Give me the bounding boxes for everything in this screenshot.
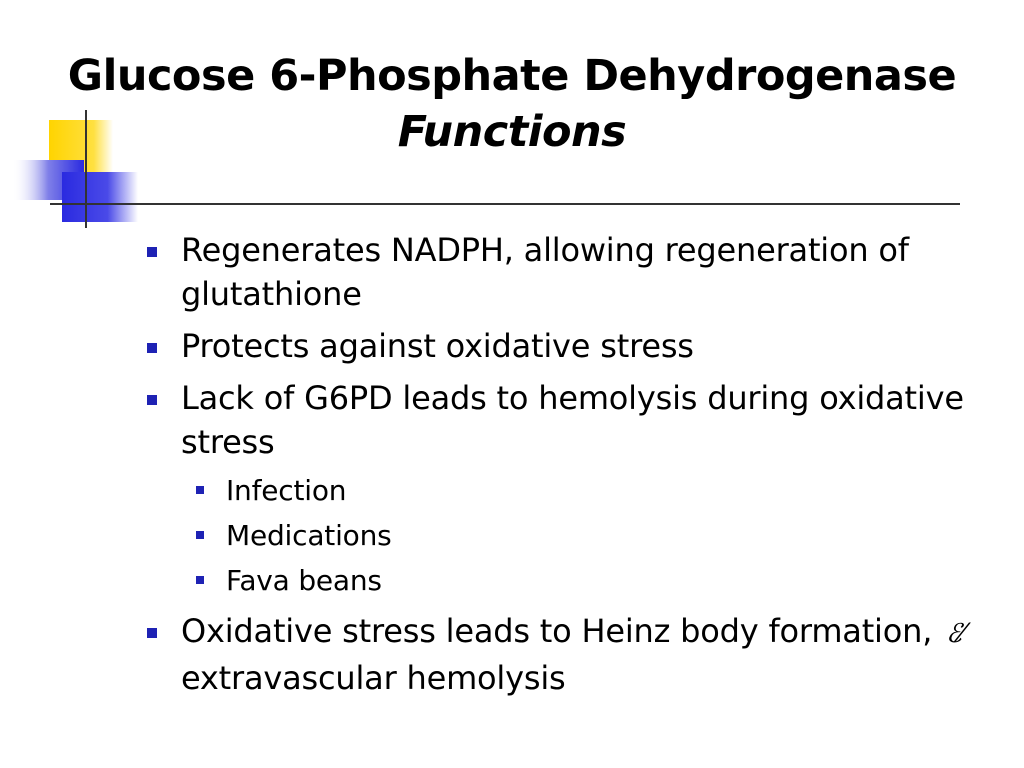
title-line-2: Functions	[397, 107, 627, 157]
bullet-square-icon	[196, 531, 204, 539]
bullet-text: Protects against oxidative stress	[181, 327, 694, 365]
blue-square	[62, 172, 138, 222]
sub-list-item	[145, 468, 1005, 513]
sub-list-item	[145, 513, 1005, 558]
leads-to-arrow-icon: ℰ⁄	[946, 619, 963, 649]
sub-list-item	[145, 558, 1005, 603]
list-item	[145, 376, 1005, 464]
sub-bullet-text: Fava beans	[226, 564, 382, 597]
bullet-text: Lack of G6PD leads to hemolysis during oxidative stress	[181, 379, 964, 461]
sub-list	[145, 468, 1005, 603]
list-item	[145, 324, 1005, 368]
sub-bullet-text: Infection	[226, 474, 347, 507]
bullet-text-part-2: extravascular hemolysis	[181, 659, 566, 697]
bullet-square-icon	[196, 576, 204, 584]
blue-gradient-bar	[12, 160, 84, 200]
bullet-text-part-1: Oxidative stress leads to Heinz body formation,	[181, 612, 933, 650]
list-item	[145, 228, 1005, 316]
bullet-square-icon	[196, 486, 204, 494]
bullet-list	[145, 228, 1005, 708]
bullet-square-icon	[147, 395, 157, 405]
bullet-text: Regenerates NADPH, allowing regeneration of glutathione	[181, 231, 909, 313]
slide-title	[0, 48, 1024, 160]
bullet-square-icon	[147, 628, 157, 638]
bullet-square-icon	[147, 247, 157, 257]
sub-bullet-text: Medications	[226, 519, 392, 552]
bullet-square-icon	[147, 343, 157, 353]
list-item	[145, 609, 1005, 700]
title-line-1: Glucose 6-Phosphate Dehydrogenase	[67, 51, 957, 101]
